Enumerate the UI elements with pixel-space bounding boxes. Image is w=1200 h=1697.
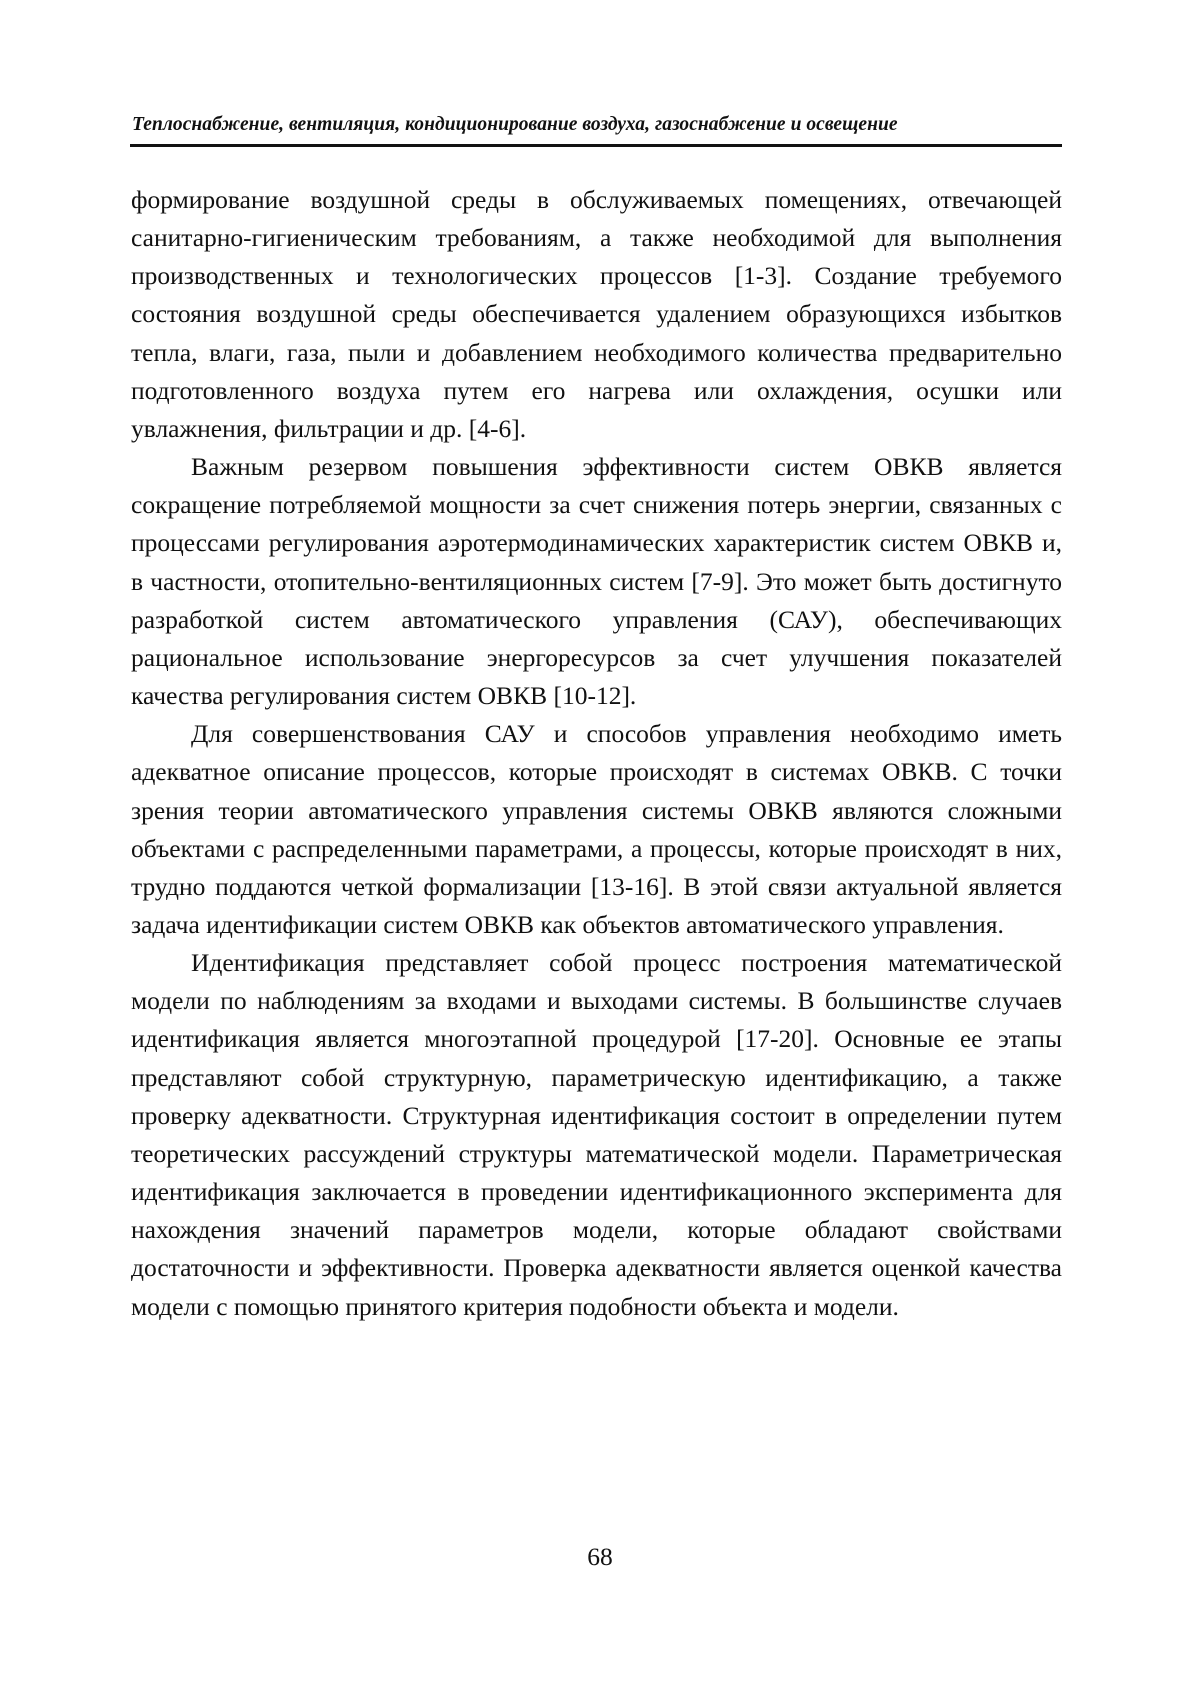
page-number: 68 xyxy=(587,1542,613,1571)
paragraph-continuation: формирование воздушной среды в обслуживаемых помещениях, отвечающей санитарно-гигиеническим требованиям, а также необходимой для выполнения производственных и технологических процессов [1-3]. Создание требуемого состояния воздушной среды обеспечивается удалением образующихся избытков тепла, влаги, газа, пыли и добавлением необходимого количества предварительно подготовленного воздуха путем его нагрева или охлаждения, осушки или увлажнения, фильтрации и др. [4-6]. xyxy=(131,185,1062,443)
header-rule xyxy=(130,144,1062,147)
paragraph-energy-reserve: Важным резервом повышения эффективности систем ОВКВ является сокращение потребляемой мощности за счет снижения потерь энергии, связанных с процессами регулирования аэротермодинамических характеристик систем ОВКВ и, в частности, отопительно-вентиляционных систем [7-9]. Это может быть достигнуто разработкой систем автоматического управления (САУ), обеспечивающих рациональное использование энергоресурсов за счет улучшения показателей качества регулирования систем ОВКВ [10-12]. xyxy=(131,452,1062,711)
body-text xyxy=(131,181,1062,1326)
paragraph-identification: Идентификация представляет собой процесс построения математической модели по наблюдениям за входами и выходами системы. В большинстве случаев идентификация является многоэтапной процедурой [17-20]. Основные ее этапы представляют собой структурную, параметрическую идентификацию, а также проверку адекватности. Структурная идентификация состоит в определении путем теоретических рассуждений структуры математической модели. Параметрическая идентификация заключается в проведении идентификационного эксперимента для нахождения значений параметров модели, которые обладают свойствами достаточности и эффективности. Проверка адекватности является оценкой качества модели с помощью принятого критерия подобности объекта и модели. xyxy=(131,948,1062,1321)
paragraph-control-systems: Для совершенствования САУ и способов управления необходимо иметь адекватное описание процессов, которые происходят в системах ОВКВ. С точки зрения теории автоматического управления системы ОВКВ являются сложными объектами с распределенными параметрами, а процессы, которые происходят в них, трудно поддаются четкой формализации [13-16]. В этой связи актуальной является задача идентификации систем ОВКВ как объектов автоматического управления. xyxy=(131,719,1062,939)
running-header: Теплоснабжение, вентиляция, кондиционирование воздуха, газоснабжение и освещение xyxy=(132,114,898,135)
